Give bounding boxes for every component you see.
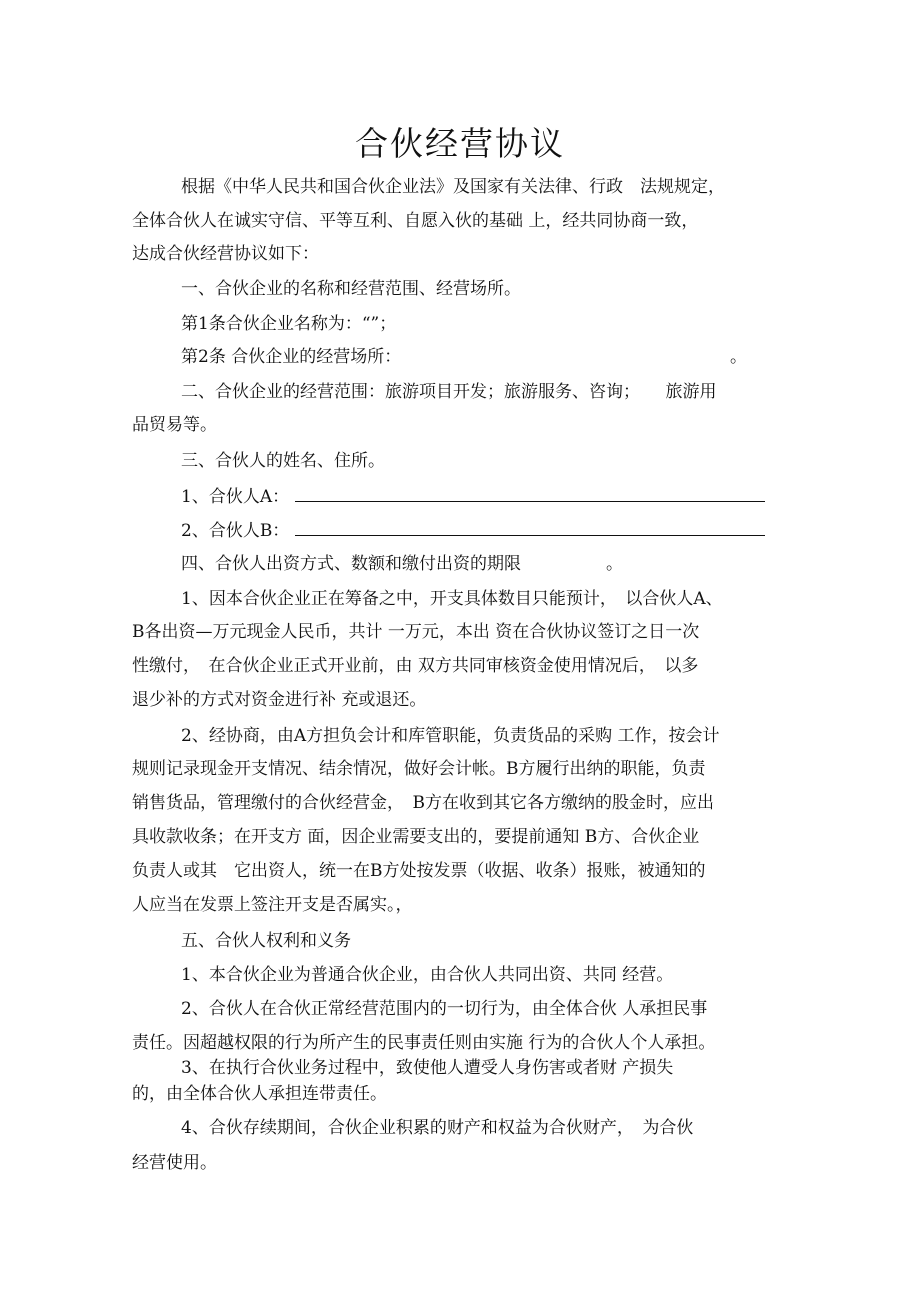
para-line: 销售货品，管理缴付的合伙经营金， B方在收到其它各方缴纳的股金时，应出 (132, 793, 714, 813)
para-line: 人应当在发票上签注开支是否属实。， (132, 895, 413, 915)
partner-a-row (181, 485, 765, 508)
period-mark: 。 (730, 347, 747, 367)
section-heading: 五、合伙人权利和义务 (181, 931, 351, 951)
partner-b-label: 2、合伙人B： (181, 521, 290, 541)
para-line: 3、在执行合伙业务过程中，致使他人遭受人身伤害或者财 产损失 (181, 1058, 674, 1078)
para-line: 1、因本合伙企业正在筹备之中，开支具体数目只能预计， 以合伙人A、 (181, 589, 723, 609)
para-line: 具收款收条；在开支方 面，因企业需要支出的，要提前通知 B方、合伙企业 (132, 827, 700, 847)
section-heading: 四、合伙人出资方式、数额和缴付出资的期限 。 (181, 554, 623, 574)
para-line: 第1条合伙企业名称为：“”； (181, 314, 397, 334)
para-line: 负责人或其 它出资人，统一在B方处按发票（收据、收条）报账，被通知的 (132, 861, 706, 881)
para-line: B各出资—万元现金人民币，共计 一万元，本出 资在合伙协议签订之日一次 (132, 622, 700, 642)
partner-a-blank (295, 485, 765, 502)
para-line: 第2条 合伙企业的经营场所： (181, 347, 402, 367)
section-heading: 一、合伙企业的名称和经营范围、经营场所。 (181, 279, 521, 299)
section-heading: 三、合伙人的姓名、住所。 (181, 451, 385, 471)
para-line: 达成合伙经营协议如下： (132, 244, 319, 264)
para-line: 规则记录现金开支情况、结余情况，做好会计帐。B方履行出纳的职能，负责 (132, 759, 706, 779)
para-line: 经营使用。 (132, 1153, 217, 1173)
para-line: 全体合伙人在诚实守信、平等互利、自愿入伙的基础 上，经共同协商一致， (132, 211, 699, 231)
partner-b-row (181, 519, 765, 542)
para-line: 的，由全体合伙人承担连带责任。 (132, 1084, 387, 1104)
document-title: 合伙经营协议 (355, 124, 565, 163)
para-line: 性缴付， 在合伙企业正式开业前，由 双方共同审核资金使用情况后， 以多 (132, 656, 699, 676)
para-line: 责任。因超越权限的行为所产生的民事责任则由实施 行为的合伙人个人承担。 (132, 1033, 716, 1053)
para-line: 退少补的方式对资金进行补 充或退还。 (132, 690, 427, 710)
partner-a-label: 1、合伙人A： (181, 487, 290, 507)
para-line: 2、合伙人在合伙正常经营范围内的一切行为，由全体合伙 人承担民事 (181, 999, 708, 1019)
para-line: 2、经协商，由A方担负会计和库管职能，负责货品的采购 工作，按会计 (181, 726, 720, 746)
para-line: 根据《中华人民共和国合伙企业法》及国家有关法律、行政 法规规定， (181, 177, 725, 197)
para-line: 品贸易等。 (132, 415, 217, 435)
partner-b-blank (295, 519, 765, 536)
section-heading: 二、合伙企业的经营范围：旅游项目开发；旅游服务、咨询； 旅游用 (181, 382, 717, 402)
para-line: 4、合伙存续期间，合伙企业积累的财产和权益为合伙财产， 为合伙 (181, 1118, 694, 1138)
para-line: 1、本合伙企业为普通合伙企业，由合伙人共同出资、共同 经营。 (181, 965, 674, 985)
